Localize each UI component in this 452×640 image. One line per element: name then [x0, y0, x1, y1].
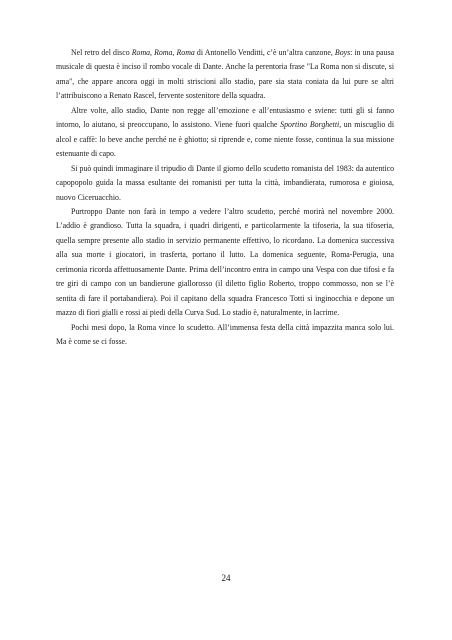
italic-text: Roma, Roma, Roma — [131, 48, 195, 57]
paragraph — [56, 162, 394, 205]
text-segment: Si può quindi immaginare il tripudio di Dante il giorno dello scudetto romanista del 1983: da autentico capopopolo guida la massa esultante dei romanisti per tutta la città, imbandierata, rumorosa e gioiosa, nuovo Ciceruacchio. — [56, 163, 394, 202]
paragraph — [56, 104, 394, 162]
text-segment: Nel retro del disco — [71, 48, 132, 57]
text-segment: Pochi mesi dopo, la Roma vince lo scudetto. All’immensa festa della città impazzita manca solo lui. Ma è come se ci fosse. — [56, 322, 394, 347]
paragraph — [56, 321, 394, 350]
page-number: 24 — [221, 573, 231, 583]
italic-text: Boys — [334, 48, 351, 57]
paragraph — [56, 205, 394, 321]
text-segment: , un miscuglio di alcol e caffè: lo beve anche perché ne è ghiotto; si riprende e, come niente fosse, continua la sua missione estenuante di capo. — [56, 120, 394, 159]
text-segment: di Antonello Venditti, c’è un’altra canzone, — [194, 48, 335, 57]
italic-text: Sportino Borghetti — [280, 120, 340, 130]
text-segment: Altre volte, allo stadio, Dante non regge all’emozione e all’entusiasmo e sviene: tutti gli si fanno intorno, lo aiutano, si preoccupano, lo assistono. Viene fuori qualche — [56, 105, 394, 130]
text-segment: : in una pausa musicale di questa è inciso il rombo vocale di Dante. Anche la perentoria frase "La Roma non si discute, si ama", che appare ancora oggi in molti striscioni allo stadio, pare sia stata coniata da lui pure se altri l’attribuiscono a Renato Rascel, fervente sostenitore della squadra. — [56, 48, 394, 101]
paragraph — [56, 46, 394, 104]
text-segment: Purtroppo Dante non farà in tempo a vedere l’altro scudetto, perché morirà nel novembre 2000. L’addio è grandioso. Tutta la squadra, i quadri dirigenti, e particolarmente la tifoseria, la sua tifoseria, quella sempre presente allo stadio in servizio permanente effettivo, lo ricordano. La domenica successiva alla sua morte i giocatori, in trasferta, portano il lutto. La domenica seguente, Roma-Perugia, una cerimonia ricorda affettuosamente Dante. Prima dell’incontro entra in campo una Vespa con due tifosi e fa tre giri di campo con un bandierone giallorosso (il diletto figlio Roberto, troppo commosso, non se l’è sentita di fare il portabandiera). Poi il capitano della squadra Francesco Totti si inginocchia e depone un mazzo di fiori gialli e rossi ai piedi della Curva Sud. Lo stadio è, naturalmente, in lacrime. — [56, 206, 394, 318]
body-text — [56, 46, 394, 350]
